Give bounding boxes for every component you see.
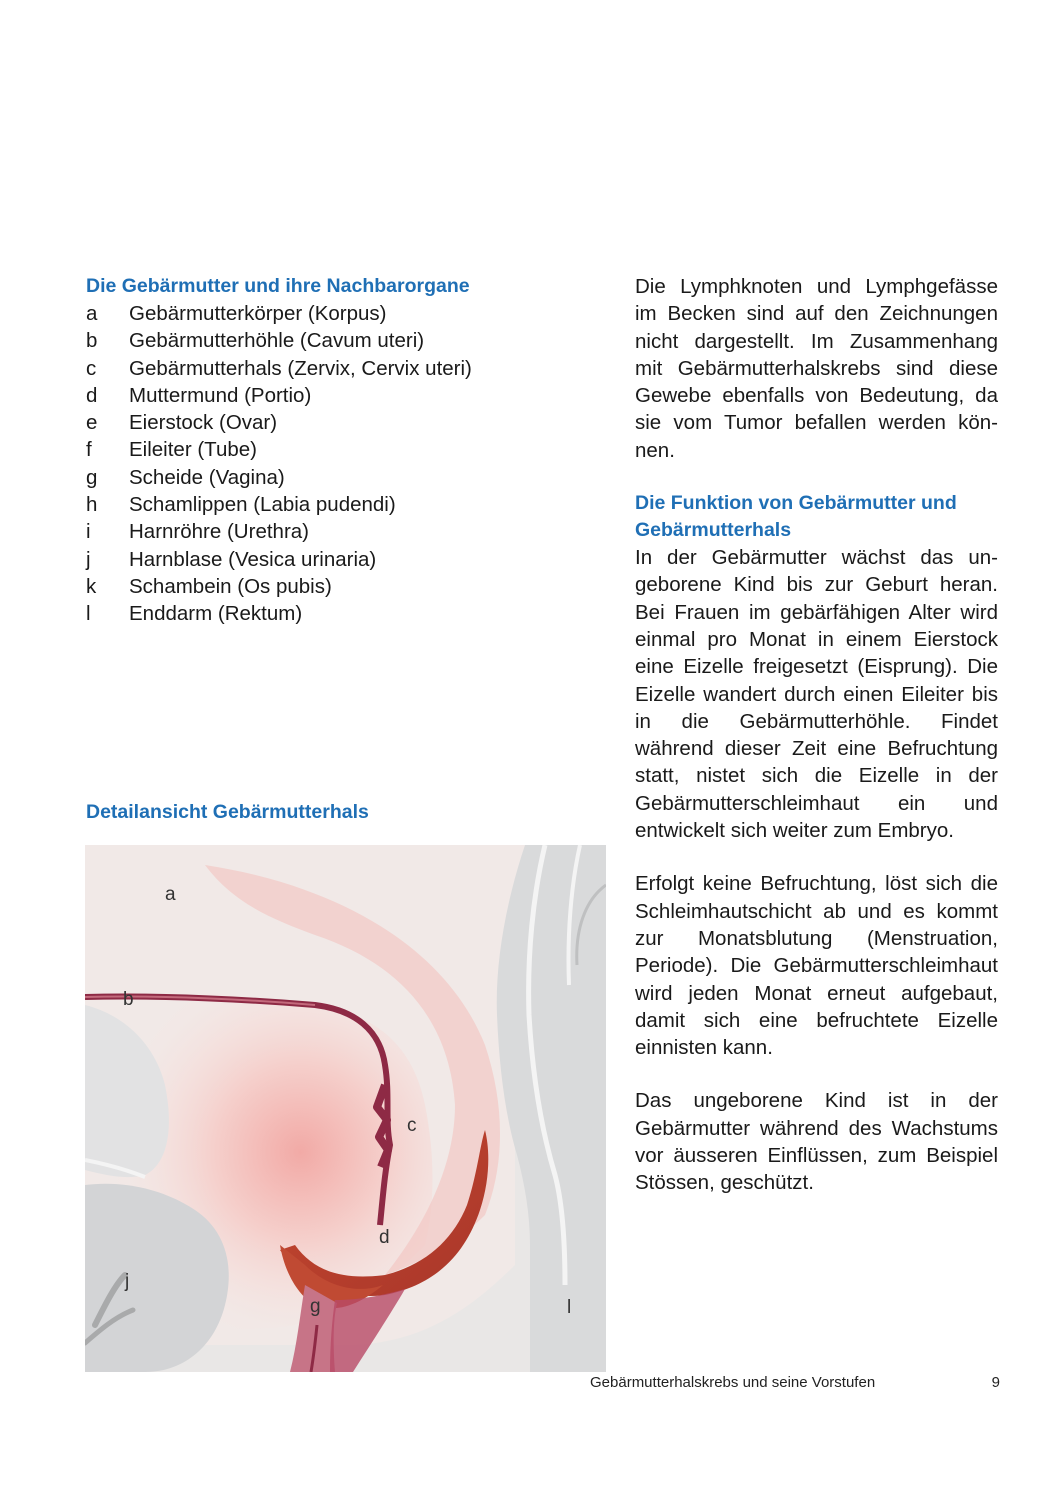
- legend-item: j Harnblase (Vesica urinaria): [86, 547, 377, 571]
- figure-label-l: l: [567, 1297, 572, 1318]
- body-text-column: [635, 273, 998, 1223]
- menstruation-paragraph: Erfolgt keine Befruchtung, löst sich die Schleimhautschicht ab und es kommt zur Monatsblutung (Menstruation, Periode). Die Gebärmutterschleimhaut wird jeden Monat erneut aufgebaut, damit sich eine befruchtete Eizelle einnisten kann.: [635, 872, 998, 1060]
- legend-item: h Schamlippen (Labia pudendi): [86, 493, 396, 517]
- figure-label-j: j: [125, 1271, 130, 1292]
- legend-item: c Gebärmutterhals (Zervix, Cervix uteri): [86, 356, 472, 380]
- organ-legend-list: [86, 300, 556, 628]
- figure-label-d: d: [379, 1227, 390, 1248]
- page-number: 9: [991, 1374, 1000, 1391]
- organ-legend-section: [86, 273, 556, 628]
- organ-legend-heading: Die Gebärmutter und ihre Nachbarorgane: [86, 275, 470, 297]
- legend-item: k Schambein (Os pubis): [86, 574, 332, 598]
- legend-item: a Gebärmutterkörper (Korpus): [86, 302, 387, 325]
- figure-label-c: c: [407, 1115, 417, 1136]
- detail-view-heading: Detailansicht Gebärmutterhals: [86, 801, 369, 823]
- legend-item: e Eierstock (Ovar): [86, 411, 278, 435]
- footer-title: Gebärmutterhalskrebs und seine Vorstufen: [590, 1374, 876, 1391]
- function-paragraph: In der Gebärmutter wächst das ungeborene Kind bis zur Geburt heran. Bei Frauen im gebärfähigen Alter wird einmal pro Monat in einem Eierstock eine Eizelle freigesetzt (Eisprung). Die Eizelle wandert durch einen Eileiter bis in die Gebärmutterhöhle. Findet während dieser Zeit eine Befruchtung statt, nistet sich die Eizelle in der Gebärmutterschleimhaut ein und entwickelt sich weiter zum Embryo.: [635, 546, 998, 843]
- legend-item: l Enddarm (Rektum): [86, 602, 303, 626]
- legend-item: d Muttermund (Portio): [86, 383, 312, 407]
- cervix-detail-illustration: [85, 845, 606, 1372]
- function-heading: Die Funktion von Gebärmutter und Gebärmutterhals: [635, 492, 957, 542]
- protection-paragraph: Das ungeborene Kind ist in der Gebärmutter während des Wachstums vor äusseren Einflüssen, zum Beispiel Stössen, geschützt.: [635, 1089, 998, 1195]
- figure-label-g: g: [310, 1296, 321, 1317]
- figure-label-a: a: [165, 884, 176, 905]
- cervix-illustration-svg: [85, 845, 606, 1372]
- legend-item: g Scheide (Vagina): [86, 465, 285, 489]
- figure-label-b: b: [123, 989, 134, 1010]
- legend-item: f Eileiter (Tube): [86, 438, 257, 462]
- legend-item: b Gebärmutterhöhle (Cavum uteri): [86, 329, 425, 353]
- lymph-paragraph: Die Lymphknoten und Lymphgefässe im Becken sind auf den Zeichnungen nicht dargestellt. Im Zusammenhang mit Gebärmutterhalskrebs sind diese Gewebe ebenfalls von Bedeutung, da sie vom Tumor befallen werden können.: [635, 275, 998, 462]
- legend-item: i Harnröhre (Urethra): [86, 520, 309, 544]
